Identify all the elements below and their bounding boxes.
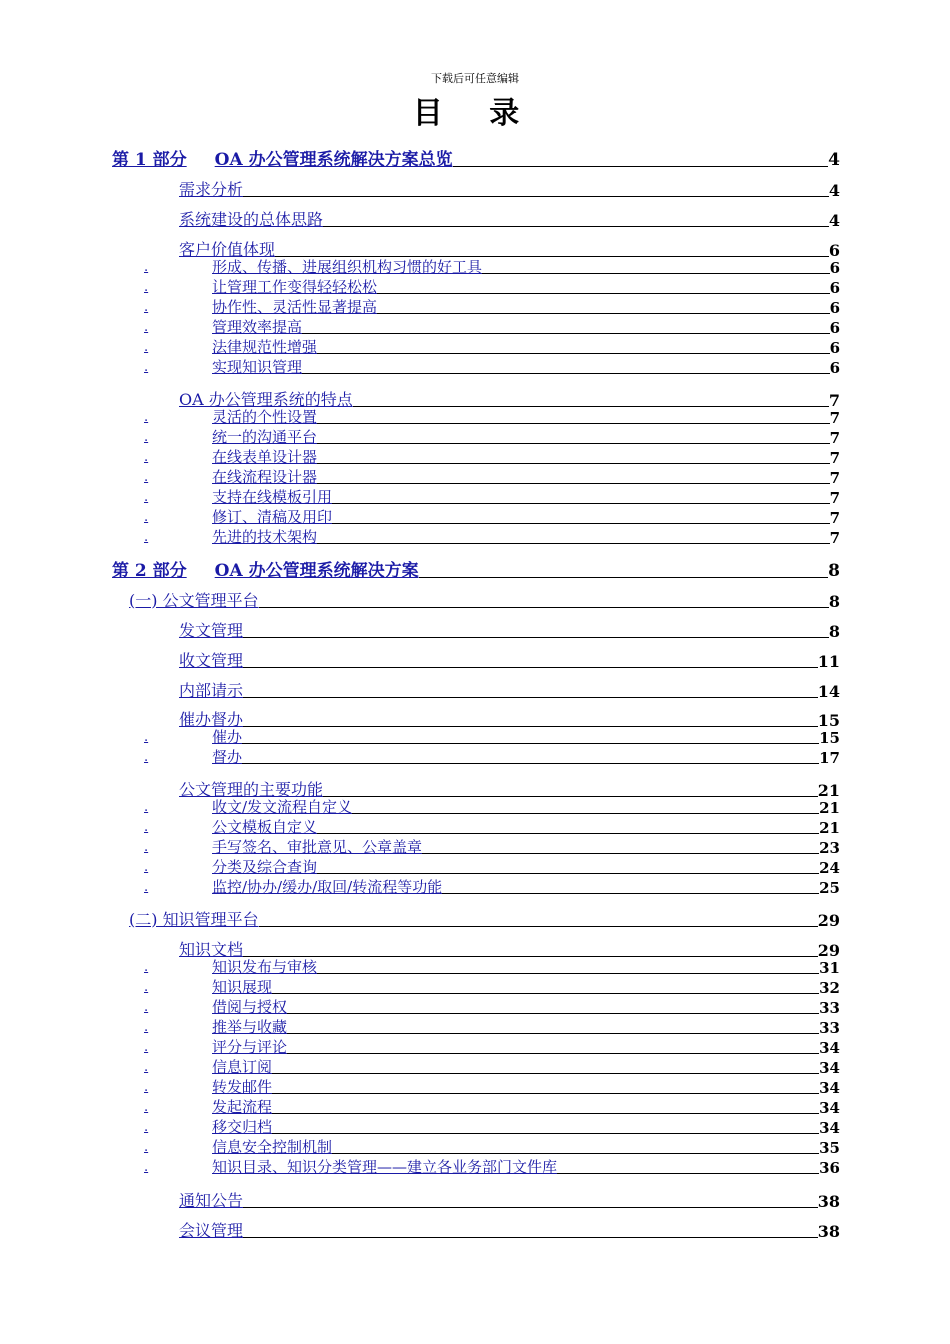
toc-bullet: . <box>144 490 149 505</box>
toc-entry[interactable] <box>179 1219 840 1241</box>
toc-page-number: 33 <box>819 999 840 1017</box>
toc-entry-title[interactable]: (一) 公文管理平台 <box>129 591 259 610</box>
toc-page-number: 7 <box>829 529 840 547</box>
toc-bullet: . <box>144 980 149 995</box>
toc-page-number: 4 <box>828 181 840 200</box>
toc-bullet: . <box>144 880 149 895</box>
toc-leader-line <box>323 225 829 227</box>
toc-leader-line <box>302 332 830 334</box>
toc-page-number: 8 <box>828 592 840 611</box>
toc-leader-line <box>419 576 829 578</box>
toc-entry-title[interactable]: 公文管理的主要功能 <box>179 780 324 799</box>
toc-page-number: 6 <box>829 279 840 297</box>
toc-leader-line <box>557 1172 819 1174</box>
toc-entry[interactable] <box>212 469 840 487</box>
toc-part-number[interactable]: 第 1 部分 <box>112 150 187 170</box>
toc-page-number: 11 <box>817 652 840 671</box>
toc-entry-title[interactable]: 分类及综合查询 <box>212 858 318 876</box>
toc-page-number: 35 <box>819 1139 840 1157</box>
toc-bullet: . <box>144 300 149 315</box>
toc-leader-line <box>243 666 818 668</box>
toc-entry-title[interactable]: 修订、清稿及用印 <box>212 508 333 526</box>
toc-leader-line <box>317 482 830 484</box>
toc-bullet: . <box>144 410 149 425</box>
toc-bullet: . <box>144 470 149 485</box>
toc-entry[interactable] <box>212 429 840 447</box>
toc-entry-title[interactable]: OA 办公管理系统的特点 <box>179 390 353 409</box>
toc-bullet: . <box>144 360 149 375</box>
toc-entry-title[interactable]: 信息订阅 <box>212 1058 273 1076</box>
toc-leader-line <box>302 372 830 374</box>
toc-page-number: 34 <box>819 1039 840 1057</box>
toc-leader-line <box>317 832 819 834</box>
toc-leader-line <box>242 762 819 764</box>
toc-page-number: 6 <box>829 359 840 377</box>
toc-leader-line <box>259 925 818 927</box>
toc-page-number: 34 <box>819 1099 840 1117</box>
toc-entry[interactable] <box>212 409 840 427</box>
toc-leader-line <box>323 795 818 797</box>
toc-entry[interactable] <box>179 679 840 701</box>
toc-entry-title[interactable] <box>112 556 419 581</box>
toc-leader-line <box>332 1152 819 1154</box>
toc-entry-title[interactable]: 管理效率提高 <box>212 318 303 336</box>
toc-page-number: 4 <box>828 211 840 230</box>
toc-bullet: . <box>144 1140 149 1155</box>
toc-leader-line <box>243 696 818 698</box>
toc-part-title[interactable]: OA 办公管理系统解决方案 <box>214 561 419 581</box>
toc-part-number[interactable]: 第 2 部分 <box>112 561 187 581</box>
toc-entry[interactable] <box>179 178 840 200</box>
toc-entry[interactable] <box>179 649 840 671</box>
toc-bullet: . <box>144 1160 149 1175</box>
toc-page-number: 34 <box>819 1079 840 1097</box>
toc-entry-title[interactable]: 统一的沟通平台 <box>212 428 318 446</box>
toc-entry[interactable] <box>212 1019 840 1037</box>
toc-bullet: . <box>144 510 149 525</box>
toc-page-number: 29 <box>817 911 840 930</box>
toc-entry[interactable] <box>212 729 840 747</box>
toc-entry[interactable] <box>212 799 840 817</box>
toc-entry[interactable] <box>129 908 840 930</box>
toc-entry[interactable] <box>212 259 840 277</box>
toc-bullet: . <box>144 1040 149 1055</box>
toc-bullet: . <box>144 860 149 875</box>
toc-entry[interactable] <box>212 1139 840 1157</box>
toc-leader-line <box>453 165 829 167</box>
toc-leader-line <box>317 352 830 354</box>
toc-leader-line <box>272 992 819 994</box>
toc-page-number: 21 <box>817 781 840 800</box>
toc-leader-line <box>422 852 819 854</box>
toc-entry-title[interactable]: 发文管理 <box>179 621 244 640</box>
toc-entry[interactable] <box>212 859 840 877</box>
toc-leader-line <box>287 1052 819 1054</box>
toc-leader-line <box>243 955 818 957</box>
toc-page-number: 8 <box>828 622 840 641</box>
toc-entry[interactable] <box>129 589 840 611</box>
toc-page-number: 36 <box>819 1159 840 1177</box>
toc-entry-title[interactable]: 知识文档 <box>179 940 244 959</box>
toc-entry[interactable] <box>212 509 840 527</box>
toc-entry-title[interactable]: 催办督办 <box>179 710 244 729</box>
toc-entry[interactable] <box>112 148 840 170</box>
header-note: 下载后可任意编辑 <box>431 72 519 85</box>
toc-leader-line <box>287 1012 819 1014</box>
toc-page-number: 32 <box>819 979 840 997</box>
toc-entry-title[interactable] <box>112 145 453 170</box>
toc-part-title[interactable]: OA 办公管理系统解决方案总览 <box>214 150 453 170</box>
toc-entry[interactable] <box>112 559 840 581</box>
toc-leader-line <box>243 1236 818 1238</box>
toc-leader-line <box>272 1132 819 1134</box>
toc-bullet: . <box>144 960 149 975</box>
toc-leader-line <box>377 292 830 294</box>
toc-entry-title[interactable]: 客户价值体现 <box>179 240 276 259</box>
toc-page-number: 7 <box>829 489 840 507</box>
toc-entry-title[interactable]: 知识发布与审核 <box>212 958 318 976</box>
toc-leader-line <box>442 892 819 894</box>
toc-page-number: 6 <box>828 241 840 260</box>
toc-bullet: . <box>144 730 149 745</box>
toc-entry[interactable] <box>212 839 840 857</box>
toc-page-number: 23 <box>819 839 840 857</box>
toc-leader-line <box>287 1032 819 1034</box>
toc-bullet: . <box>144 340 149 355</box>
toc-entry[interactable] <box>212 449 840 467</box>
toc-page-number: 17 <box>819 749 840 767</box>
toc-entry-title[interactable]: 转发邮件 <box>212 1078 273 1096</box>
toc-entry[interactable] <box>179 619 840 641</box>
toc-entry[interactable] <box>212 489 840 507</box>
toc-leader-line <box>317 872 819 874</box>
toc-page-number: 7 <box>829 449 840 467</box>
toc-page-number: 6 <box>829 339 840 357</box>
toc-leader-line <box>332 502 830 504</box>
toc-entry[interactable] <box>212 979 840 997</box>
toc-leader-line <box>317 422 830 424</box>
toc-bullet: . <box>144 840 149 855</box>
toc-entry-title[interactable]: 知识展现 <box>212 978 273 996</box>
toc-entry-title[interactable]: 借阅与授权 <box>212 998 288 1016</box>
toc-entry-title[interactable]: 发起流程 <box>212 1098 273 1116</box>
toc-page-number: 6 <box>829 259 840 277</box>
toc-page-number: 14 <box>817 682 840 701</box>
toc-page-number: 8 <box>828 561 840 581</box>
toc-entry-title[interactable]: 收文管理 <box>179 651 244 670</box>
page-title: 目 录 <box>412 96 538 131</box>
toc-page-number: 21 <box>819 799 840 817</box>
toc-page-number: 6 <box>829 299 840 317</box>
toc-leader-line <box>272 1092 819 1094</box>
toc-bullet: . <box>144 280 149 295</box>
toc-entry-title[interactable]: 需求分析 <box>179 180 244 199</box>
toc-leader-line <box>243 636 829 638</box>
toc-entry[interactable] <box>212 959 840 977</box>
toc-bullet: . <box>144 430 149 445</box>
toc-entry-title[interactable]: 在线流程设计器 <box>212 468 318 486</box>
toc-entry-title[interactable]: 灵活的个性设置 <box>212 408 318 426</box>
toc-page-number: 25 <box>819 879 840 897</box>
toc-page-number: 7 <box>829 409 840 427</box>
toc-entry[interactable] <box>212 879 840 897</box>
toc-entry-title[interactable]: 手写签名、审批意见、公章盖章 <box>212 838 423 856</box>
toc-page-number: 24 <box>819 859 840 877</box>
toc-entry-title[interactable]: 协作性、灵活性显著提高 <box>212 298 378 316</box>
toc-entry-title[interactable]: 法律规范性增强 <box>212 338 318 356</box>
toc-bullet: . <box>144 260 149 275</box>
toc-bullet: . <box>144 1020 149 1035</box>
toc-entry-title[interactable]: 内部请示 <box>179 681 244 700</box>
toc-entry-title[interactable]: 支持在线模板引用 <box>212 488 333 506</box>
toc-entry[interactable] <box>212 279 840 297</box>
toc-leader-line <box>317 442 830 444</box>
toc-leader-line <box>242 742 819 744</box>
toc-entry[interactable] <box>179 208 840 230</box>
toc-page-number: 21 <box>819 819 840 837</box>
toc-entry[interactable] <box>212 299 840 317</box>
toc-entry-title[interactable]: 推举与收藏 <box>212 1018 288 1036</box>
toc-entry[interactable] <box>212 339 840 357</box>
toc-entry[interactable] <box>212 529 840 547</box>
toc-entry-title[interactable]: 知识目录、知识分类管理——建立各业务部门文件库 <box>212 1158 558 1176</box>
toc-bullet: . <box>144 1000 149 1015</box>
toc-bullet: . <box>144 530 149 545</box>
toc-page-number: 29 <box>817 941 840 960</box>
toc-bullet: . <box>144 820 149 835</box>
toc-entry-title[interactable]: 通知公告 <box>179 1191 244 1210</box>
toc-entry[interactable] <box>212 1099 840 1117</box>
toc-bullet: . <box>144 1100 149 1115</box>
toc-entry[interactable] <box>212 1039 840 1057</box>
toc-leader-line <box>259 606 829 608</box>
toc-entry[interactable] <box>212 1079 840 1097</box>
toc-entry[interactable] <box>212 1059 840 1077</box>
toc-bullet: . <box>144 1080 149 1095</box>
toc-entry-title[interactable]: 形成、传播、进展组织机构习惯的好工具 <box>212 258 483 276</box>
toc-entry[interactable] <box>212 1159 840 1177</box>
toc-bullet: . <box>144 450 149 465</box>
toc-entry-title[interactable]: 实现知识管理 <box>212 358 303 376</box>
toc-leader-line <box>482 272 830 274</box>
toc-leader-line <box>272 1112 819 1114</box>
toc-page-number: 38 <box>817 1222 840 1241</box>
toc-leader-line <box>317 542 830 544</box>
toc-leader-line <box>317 462 830 464</box>
toc-bullet: . <box>144 800 149 815</box>
toc-page-number: 31 <box>819 959 840 977</box>
toc-bullet: . <box>144 750 149 765</box>
toc-leader-line <box>272 1072 819 1074</box>
toc-entry-title[interactable]: 评分与评论 <box>212 1038 288 1056</box>
toc-entry-title[interactable]: 催办 <box>212 728 243 746</box>
toc-page-number: 38 <box>817 1192 840 1211</box>
toc-page-number: 7 <box>828 391 840 410</box>
toc-entry-title[interactable]: 在线表单设计器 <box>212 448 318 466</box>
toc-entry-title[interactable]: 监控/协办/缓办/取回/转流程等功能 <box>212 878 443 896</box>
toc-page-number: 6 <box>829 319 840 337</box>
toc-leader-line <box>243 1206 818 1208</box>
toc-entry-title[interactable]: 信息安全控制机制 <box>212 1138 333 1156</box>
toc-leader-line <box>243 725 818 727</box>
toc-page-number: 4 <box>828 150 840 170</box>
toc-entry-title[interactable]: 先进的技术架构 <box>212 528 318 546</box>
toc-entry[interactable] <box>212 1119 840 1137</box>
toc-entry[interactable] <box>179 708 840 730</box>
toc-entry[interactable] <box>179 1189 840 1211</box>
toc-entry-title[interactable]: 移交归档 <box>212 1118 273 1136</box>
toc-leader-line <box>377 312 830 314</box>
toc-page-number: 34 <box>819 1059 840 1077</box>
toc-entry[interactable] <box>212 749 840 767</box>
toc-entry-title[interactable]: 督办 <box>212 748 243 766</box>
toc-page-number: 15 <box>817 711 840 730</box>
toc-entry-title[interactable]: 系统建设的总体思路 <box>179 210 324 229</box>
toc-entry-title[interactable]: 会议管理 <box>179 1221 244 1240</box>
toc-bullet: . <box>144 1060 149 1075</box>
toc-entry-title[interactable]: 收文/发文流程自定义 <box>212 798 353 816</box>
toc-entry-title[interactable]: 公文模板自定义 <box>212 818 318 836</box>
toc-leader-line <box>353 405 829 407</box>
toc-entry[interactable] <box>212 359 840 377</box>
toc-page-number: 15 <box>819 729 840 747</box>
toc-page-number: 7 <box>829 429 840 447</box>
toc-entry-title[interactable]: (二) 知识管理平台 <box>129 910 259 929</box>
toc-entry-title[interactable]: 让管理工作变得轻轻松松 <box>212 278 378 296</box>
toc-bullet: . <box>144 1120 149 1135</box>
toc-page-number: 33 <box>819 1019 840 1037</box>
toc-entry[interactable] <box>212 819 840 837</box>
toc-leader-line <box>352 812 819 814</box>
toc-bullet: . <box>144 320 149 335</box>
toc-leader-line <box>243 195 829 197</box>
toc-entry[interactable] <box>212 319 840 337</box>
toc-page-number: 7 <box>829 469 840 487</box>
toc-leader-line <box>317 972 819 974</box>
toc-leader-line <box>332 522 830 524</box>
toc-page-number: 7 <box>829 509 840 527</box>
toc-entry[interactable] <box>212 999 840 1017</box>
toc-page-number: 34 <box>819 1119 840 1137</box>
